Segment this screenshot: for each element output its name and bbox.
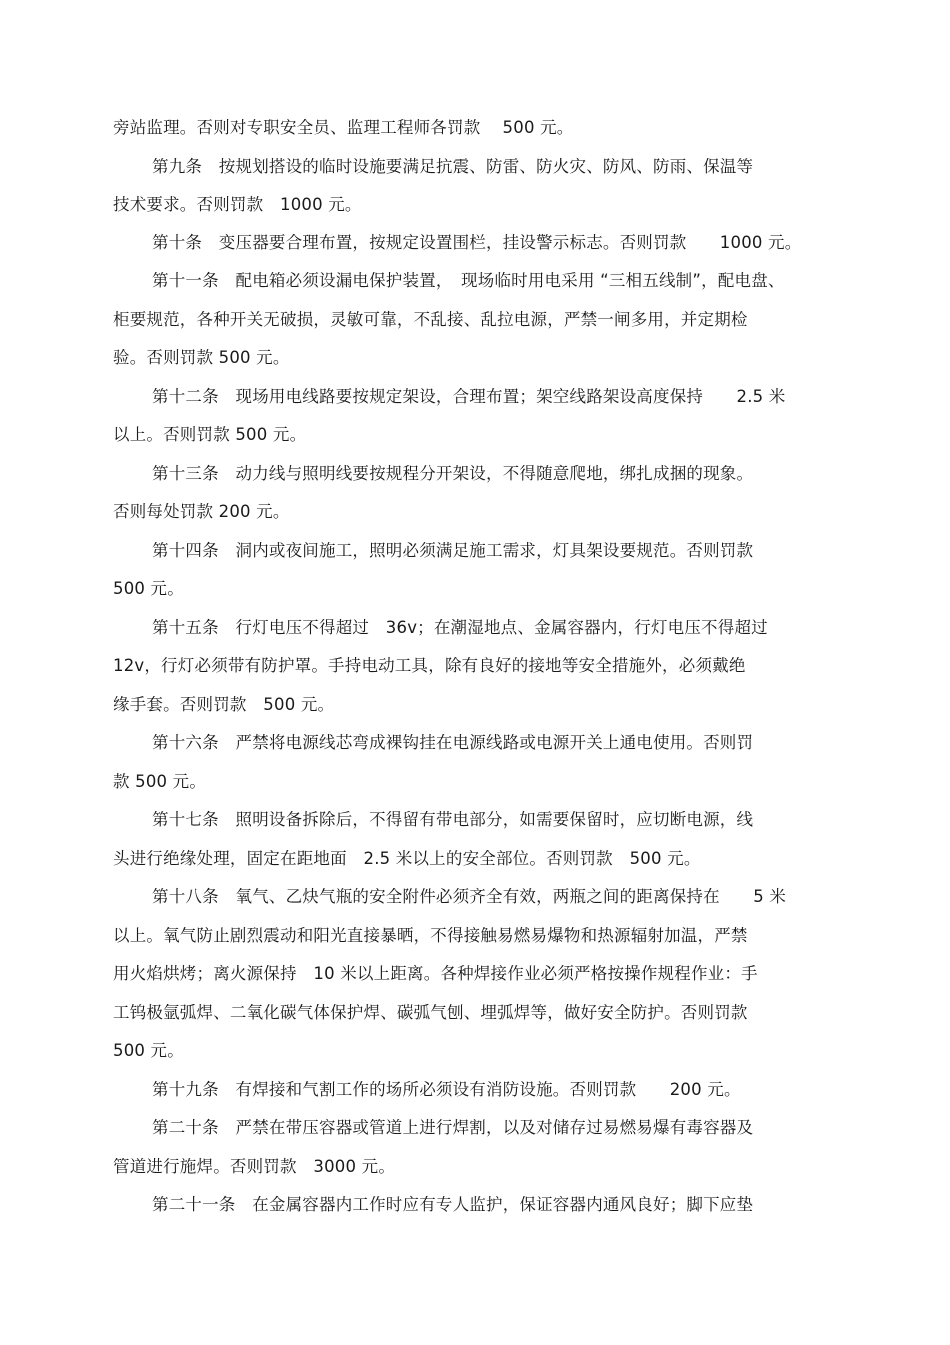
text-line: 验。否则罚款 500 元。	[113, 348, 290, 367]
text-line: 技术要求。否则罚款 1000 元。	[113, 195, 362, 214]
article-13-line: 第十三条 动力线与照明线要按规程分开架设，不得随意爬地，绑扎成捆的现象。	[152, 464, 754, 483]
article-20-line: 第二十条 严禁在带压容器或管道上进行焊割，以及对储存过易燃易爆有毒容器及	[152, 1118, 754, 1137]
text-line: 以上。氧气防止剧烈震动和阳光直接暴晒，不得接触易燃易爆物和热源辐射加温，严禁	[113, 926, 748, 945]
article-10-line: 第十条 变压器要合理布置，按规定设置围栏，挂设警示标志。否则罚款 1000 元。	[152, 233, 802, 252]
article-14-line: 第十四条 洞内或夜间施工，照明必须满足施工需求，灯具架设要规范。否则罚款	[152, 541, 754, 560]
article-19-line: 第十九条 有焊接和气割工作的场所必须设有消防设施。否则罚款 200 元。	[152, 1080, 741, 1099]
article-9-line: 第九条 按规划搭设的临时设施要满足抗震、防雷、防火灾、防风、防雨、保温等	[152, 157, 754, 176]
text-line: 柜要规范，各种开关无破损，灵敏可靠，不乱接、乱拉电源，严禁一闸多用，并定期检	[113, 310, 748, 329]
article-21-line: 第二十一条 在金属容器内工作时应有专人监护，保证容器内通风良好；脚下应垫	[152, 1195, 754, 1214]
text-line: 款 500 元。	[113, 772, 207, 791]
text-line: 以上。否则罚款 500 元。	[113, 425, 307, 444]
article-12-line: 第十二条 现场用电线路要按规定架设，合理布置；架空线路架设高度保持 2.5 米	[152, 387, 786, 406]
text-line: 否则每处罚款 200 元。	[113, 502, 290, 521]
text-line: 500 元。	[113, 1041, 184, 1060]
text-line: 旁站监理。否则对专职安全员、监理工程师各罚款 500 元。	[113, 118, 574, 137]
article-18-line: 第十八条 氧气、乙炔气瓶的安全附件必须齐全有效，两瓶之间的距离保持在 5 米	[152, 887, 787, 906]
article-15-line: 第十五条 行灯电压不得超过 36v；在潮湿地点、金属容器内，行灯电压不得超过	[152, 618, 768, 637]
article-11-line: 第十一条 配电箱必须设漏电保护装置， 现场临时用电采用 “三相五线制”，配电盘、	[152, 271, 785, 290]
article-16-line: 第十六条 严禁将电源线芯弯成裸钩挂在电源线路或电源开关上通电使用。否则罚	[152, 733, 754, 752]
text-line: 工钨极氩弧焊、二氧化碳气体保护焊、碳弧气刨、埋弧焊等，做好安全防护。否则罚款	[113, 1003, 748, 1022]
text-line: 缘手套。否则罚款 500 元。	[113, 695, 335, 714]
text-line: 12v，行灯必须带有防护罩。手持电动工具，除有良好的接地等安全措施外，必须戴绝	[113, 656, 746, 675]
article-17-line: 第十七条 照明设备拆除后，不得留有带电部分，如需要保留时，应切断电源，线	[152, 810, 754, 829]
text-line: 用火焰烘烤；离火源保持 10 米以上距离。各种焊接作业必须严格按操作规程作业：手	[113, 964, 758, 983]
text-line: 管道进行施焊。否则罚款 3000 元。	[113, 1157, 396, 1176]
text-line: 500 元。	[113, 579, 184, 598]
text-line: 头进行绝缘处理，固定在距地面 2.5 米以上的安全部位。否则罚款 500 元。	[113, 849, 701, 868]
